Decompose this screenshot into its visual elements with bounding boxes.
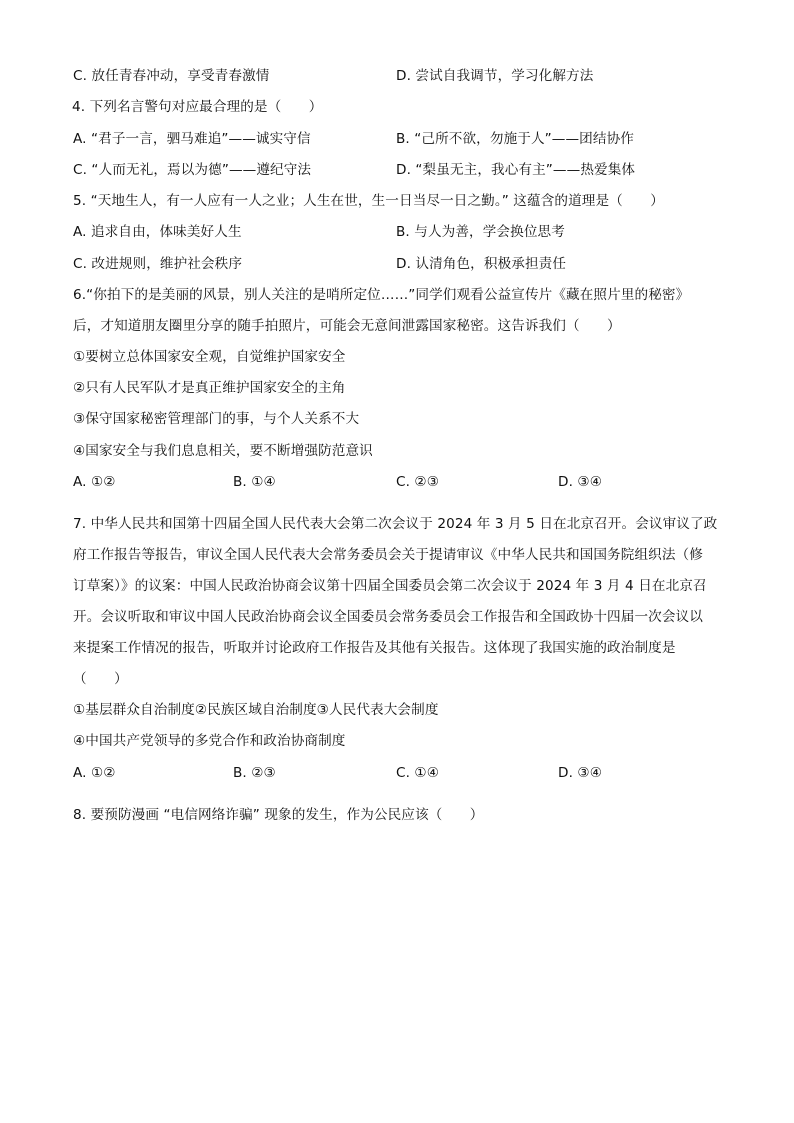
q7-items-line-1: ①基层群众自治制度②民族区域自治制度③人民代表大会制度: [73, 702, 439, 718]
q7-stem-line-5: 来提案工作情况的报告，听取并讨论政府工作报告及其他有关报告。这体现了我国实施的政治制度是: [73, 640, 676, 656]
q6-item-3: ③保守国家秘密管理部门的事，与个人关系不大: [73, 411, 360, 427]
q7-stem-line-6: （ ）: [73, 671, 128, 687]
q7-option-d: D. ③④: [558, 765, 602, 781]
q7-stem-line-4: 开。会议听取和审议中国人民政治协商会议全国委员会常务委员会工作报告和全国政协十四届一次会议以: [73, 609, 703, 625]
q5-option-c: C. 改进规则，维护社会秩序: [73, 256, 243, 272]
q7-stem-line-1: 7. 中华人民共和国第十四届全国人民代表大会第二次会议于 2024 年 3 月 5 日在北京召开。会议审议了政: [73, 516, 718, 532]
q3-option-c: C. 放任青春冲动，享受青春激情: [73, 68, 270, 84]
q3-option-d: D. 尝试自我调节，学习化解方法: [396, 68, 594, 84]
q6-stem-line-2: 后，才知道朋友圈里分享的随手拍照片，可能会无意间泄露国家秘密。这告诉我们（ ）: [73, 318, 621, 334]
q7-option-b: B. ②③: [233, 765, 276, 781]
q7-stem-line-3: 订草案）》的议案：中国人民政治协商会议第十四届全国委员会第二次会议于 2024 年 3 月 4 日在北京召: [73, 578, 707, 594]
q5-option-b: B. 与人为善，学会换位思考: [396, 224, 565, 240]
q6-option-d: D. ③④: [558, 474, 602, 490]
q7-option-c: C. ①④: [396, 765, 440, 781]
q6-item-1: ①要树立总体国家安全观，自觉维护国家安全: [73, 349, 346, 365]
q6-item-2: ②只有人民军队才是真正维护国家安全的主角: [73, 380, 346, 396]
q6-option-b: B. ①④: [233, 474, 276, 490]
q4-option-c: C. “人而无礼，焉以为德”——遵纪守法: [73, 162, 312, 178]
q4-option-b: B. “己所不欲，勿施于人”——团结协作: [396, 131, 634, 147]
q4-option-a: A. “君子一言，驷马难追”——诚实守信: [73, 131, 311, 147]
q5-option-a: A. 追求自由，体味美好人生: [73, 224, 242, 240]
q6-option-c: C. ②③: [396, 474, 440, 490]
q5-stem: 5. “天地生人，有一人应有一人之业；人生在世，生一日当尽一日之勤。” 这蕴含的道理是（ ）: [73, 193, 664, 209]
q6-item-4: ④国家安全与我们息息相关，要不断增强防范意识: [73, 443, 373, 459]
q7-option-a: A. ①②: [73, 765, 116, 781]
q5-option-d: D. 认清角色，积极承担责任: [396, 256, 567, 272]
q7-items-line-2: ④中国共产党领导的多党合作和政治协商制度: [73, 733, 346, 749]
q4-option-d: D. “梨虽无主，我心有主”——热爱集体: [396, 162, 636, 178]
q4-stem: 4. 下列名言警句对应最合理的是（ ）: [72, 99, 323, 115]
q6-stem-line-1: 6.“你拍下的是美丽的风景，别人关注的是哨所定位……”同学们观看公益宣传片《藏在照片里的秘密》: [73, 287, 690, 303]
q8-stem: 8. 要预防漫画 “电信网络诈骗” 现象的发生，作为公民应该（ ）: [73, 807, 484, 823]
q6-option-a: A. ①②: [73, 474, 116, 490]
q7-stem-line-2: 府工作报告等报告，审议全国人民代表大会常务委员会关于提请审议《中华人民共和国国务院组织法（修: [73, 547, 703, 563]
